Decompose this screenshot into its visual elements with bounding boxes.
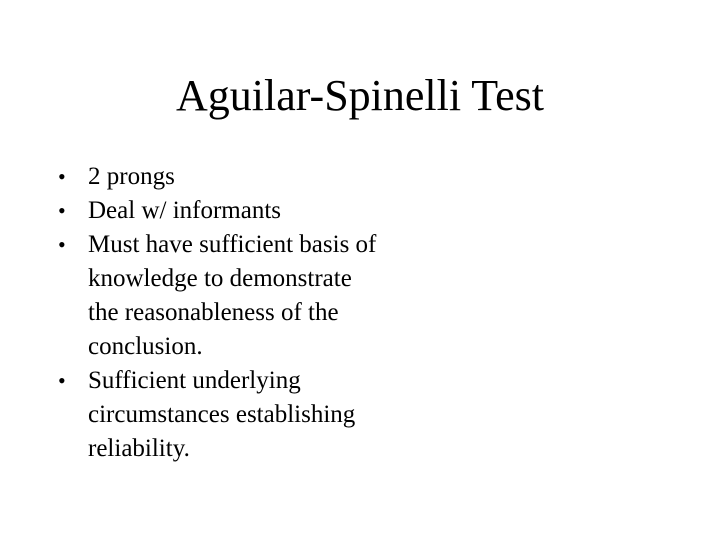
slide-title: Aguilar-Spinelli Test: [176, 71, 544, 120]
bullet-text-basis-of-knowledge: Must have sufficient basis of knowledge to demonstrate the reasonableness of the conclusion.: [88, 231, 377, 360]
bullet-item-2: [58, 194, 378, 228]
bullet-text-informants: Deal w/ informants: [88, 197, 282, 224]
bullet-icon: •: [58, 232, 66, 257]
bullet-text-prongs: 2 prongs: [88, 163, 175, 190]
bullet-icon: •: [58, 198, 66, 223]
bullet-list: [58, 160, 378, 466]
bullet-icon: •: [58, 368, 66, 393]
bullet-item-4: [58, 364, 378, 466]
bullet-icon: •: [58, 164, 66, 189]
bullet-item-3: [58, 228, 378, 364]
bullet-text-reliability: Sufficient underlying circumstances establishing reliability.: [88, 367, 356, 462]
bullet-item-1: [58, 160, 378, 194]
